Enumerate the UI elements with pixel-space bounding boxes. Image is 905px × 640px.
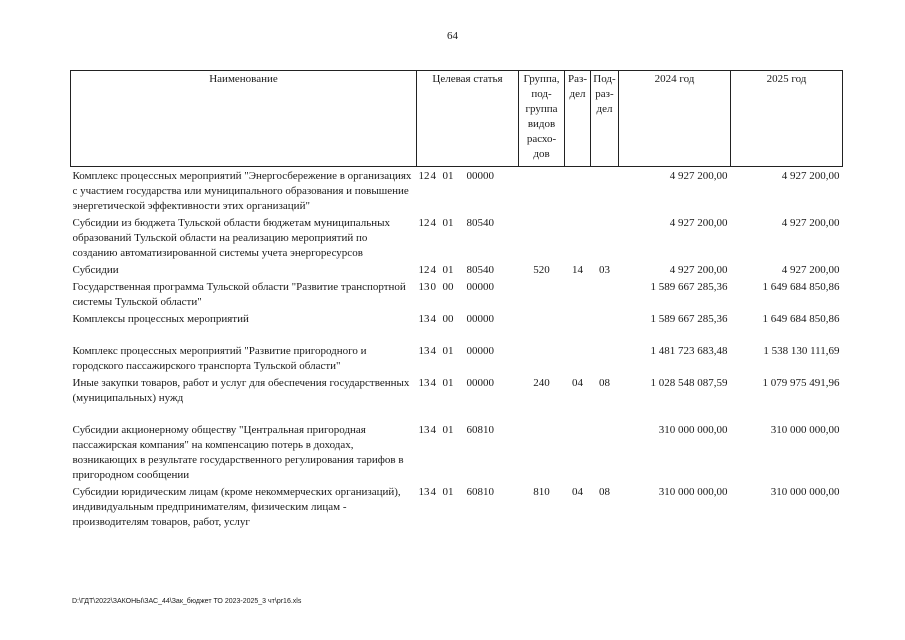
table-row — [71, 374, 843, 406]
row-section: 04 — [572, 486, 583, 498]
row-target-code — [417, 278, 519, 310]
table-row — [71, 261, 843, 278]
table-header-row — [71, 71, 843, 167]
code-type: 4 — [430, 170, 436, 182]
row-target-code — [417, 310, 519, 327]
row-2025: 310 000 000,00 — [770, 486, 840, 498]
row-2024: 4 927 200,00 — [669, 264, 728, 276]
row-section — [565, 406, 591, 483]
code-type: 4 — [430, 313, 436, 325]
row-2025: 310 000 000,00 — [770, 424, 840, 436]
row-target-code — [417, 214, 519, 261]
row-section — [565, 310, 591, 327]
table-row — [71, 327, 843, 374]
row-2024: 4 927 200,00 — [669, 170, 728, 182]
row-target-code — [417, 167, 519, 215]
row-target-code — [417, 261, 519, 278]
code-direction: 00000 — [466, 281, 494, 293]
row-subsection: 08 — [599, 486, 610, 498]
row-name: Комплекс процессных мероприятий "Энергосбережение в организациях с участием государства или муниципального образования и повышение энергетической эффективности этих организаций" — [72, 170, 412, 212]
header-section: Раз- дел — [565, 71, 591, 167]
code-direction: 00000 — [466, 377, 494, 389]
row-2025: 4 927 200,00 — [781, 170, 840, 182]
code-program: 13 — [418, 313, 430, 325]
code-program: 13 — [418, 281, 430, 293]
table-row — [71, 167, 843, 215]
row-2025: 1 079 975 491,96 — [762, 377, 840, 389]
row-group: 810 — [533, 486, 550, 498]
row-2024: 4 927 200,00 — [669, 217, 728, 229]
header-subsection: Под- раз- дел — [591, 71, 619, 167]
code-type: 4 — [430, 424, 436, 436]
row-group: 240 — [533, 377, 550, 389]
row-target-code — [417, 374, 519, 406]
row-2024: 1 589 667 285,36 — [650, 281, 728, 293]
row-2024: 1 589 667 285,36 — [650, 313, 728, 325]
code-program: 13 — [418, 345, 430, 357]
code-type: 4 — [430, 264, 436, 276]
table-row — [71, 483, 843, 530]
code-type: 0 — [430, 281, 436, 293]
row-2025: 4 927 200,00 — [781, 264, 840, 276]
table-row — [71, 278, 843, 310]
row-2025: 1 649 684 850,86 — [762, 281, 840, 293]
row-subsection — [591, 310, 619, 327]
table-row — [71, 214, 843, 261]
row-name: Субсидии акционерному обществу "Центральная пригородная пассажирская компания" на компенсацию потерь в доходах, возникающих в результате государственного регулирования тарифов в пригородном сообщении — [72, 424, 404, 481]
row-group — [519, 327, 565, 374]
row-subsection: 03 — [599, 264, 610, 276]
file-path-footer: D:\ГДТ\2022\ЗАКОНЫ\ЗАС_44\Зак_бюджет ТО 2023-2025_3 чт\pr16.xls — [72, 598, 302, 605]
row-name: Субсидии — [72, 264, 119, 276]
row-section: 14 — [572, 264, 583, 276]
row-section: 04 — [572, 377, 583, 389]
row-subsection — [591, 278, 619, 310]
code-type: 4 — [430, 345, 436, 357]
row-name: Комплексы процессных мероприятий — [72, 313, 249, 325]
row-group — [519, 310, 565, 327]
row-section — [565, 278, 591, 310]
code-program: 13 — [418, 486, 430, 498]
code-program: 12 — [418, 264, 430, 276]
row-target-code — [417, 406, 519, 483]
row-subsection — [591, 167, 619, 215]
row-target-code — [417, 327, 519, 374]
row-section — [565, 327, 591, 374]
code-program: 12 — [418, 217, 430, 229]
table-row — [71, 310, 843, 327]
header-group: Группа, под- группа видов расхо- дов — [519, 71, 565, 167]
code-program: 12 — [418, 170, 430, 182]
code-direction: 80540 — [466, 217, 494, 229]
row-group: 520 — [533, 264, 550, 276]
row-section — [565, 214, 591, 261]
code-subprogram: 01 — [442, 486, 454, 498]
code-direction: 00000 — [466, 345, 494, 357]
code-subprogram: 01 — [442, 264, 454, 276]
code-type: 4 — [430, 486, 436, 498]
budget-table — [70, 70, 843, 530]
code-direction: 00000 — [466, 170, 494, 182]
code-program: 13 — [418, 424, 430, 436]
header-2025: 2025 год — [731, 71, 843, 167]
code-subprogram: 01 — [442, 217, 454, 229]
row-name: Комплекс процессных мероприятий "Развитие пригородного и городского пассажирского транспорта Тульской области" — [72, 345, 367, 372]
code-direction: 60810 — [466, 486, 494, 498]
page-number: 64 — [447, 30, 458, 42]
row-group — [519, 406, 565, 483]
row-subsection — [591, 214, 619, 261]
row-section — [565, 167, 591, 215]
row-name: Иные закупки товаров, работ и услуг для обеспечения государственных (муниципальных) нужд — [72, 377, 410, 404]
row-2024: 310 000 000,00 — [658, 486, 728, 498]
row-2025: 1 538 130 111,69 — [763, 345, 840, 357]
row-group — [519, 278, 565, 310]
row-group — [519, 214, 565, 261]
row-subsection — [591, 327, 619, 374]
code-subprogram: 01 — [442, 345, 454, 357]
header-2024: 2024 год — [619, 71, 731, 167]
row-2024: 310 000 000,00 — [658, 424, 728, 436]
row-2024: 1 481 723 683,48 — [650, 345, 728, 357]
code-program: 13 — [418, 377, 430, 389]
code-subprogram: 00 — [442, 313, 454, 325]
row-name: Государственная программа Тульской области "Развитие транспортной системы Тульской области" — [72, 281, 406, 308]
header-target: Целевая статья — [417, 71, 519, 167]
code-subprogram: 01 — [442, 170, 454, 182]
code-subprogram: 01 — [442, 424, 454, 436]
row-subsection — [591, 406, 619, 483]
row-2025: 4 927 200,00 — [781, 217, 840, 229]
code-type: 4 — [430, 377, 436, 389]
row-target-code — [417, 483, 519, 530]
row-group — [519, 167, 565, 215]
row-2025: 1 649 684 850,86 — [762, 313, 840, 325]
table-row — [71, 406, 843, 483]
code-subprogram: 01 — [442, 377, 454, 389]
code-direction: 80540 — [466, 264, 494, 276]
row-name: Субсидии юридическим лицам (кроме некоммерческих организаций), индивидуальным предпринимателям, физическим лицам - производителям товаров, работ, услуг — [72, 486, 401, 528]
code-type: 4 — [430, 217, 436, 229]
header-name: Наименование — [71, 71, 417, 167]
code-direction: 60810 — [466, 424, 494, 436]
row-subsection: 08 — [599, 377, 610, 389]
code-subprogram: 00 — [442, 281, 454, 293]
row-name: Субсидии из бюджета Тульской области бюджетам муниципальных образований Тульской области на реализацию мероприятий по созданию автоматизированной системы учета энергоресурсов — [72, 217, 391, 259]
row-2024: 1 028 548 087,59 — [650, 377, 728, 389]
code-direction: 00000 — [466, 313, 494, 325]
